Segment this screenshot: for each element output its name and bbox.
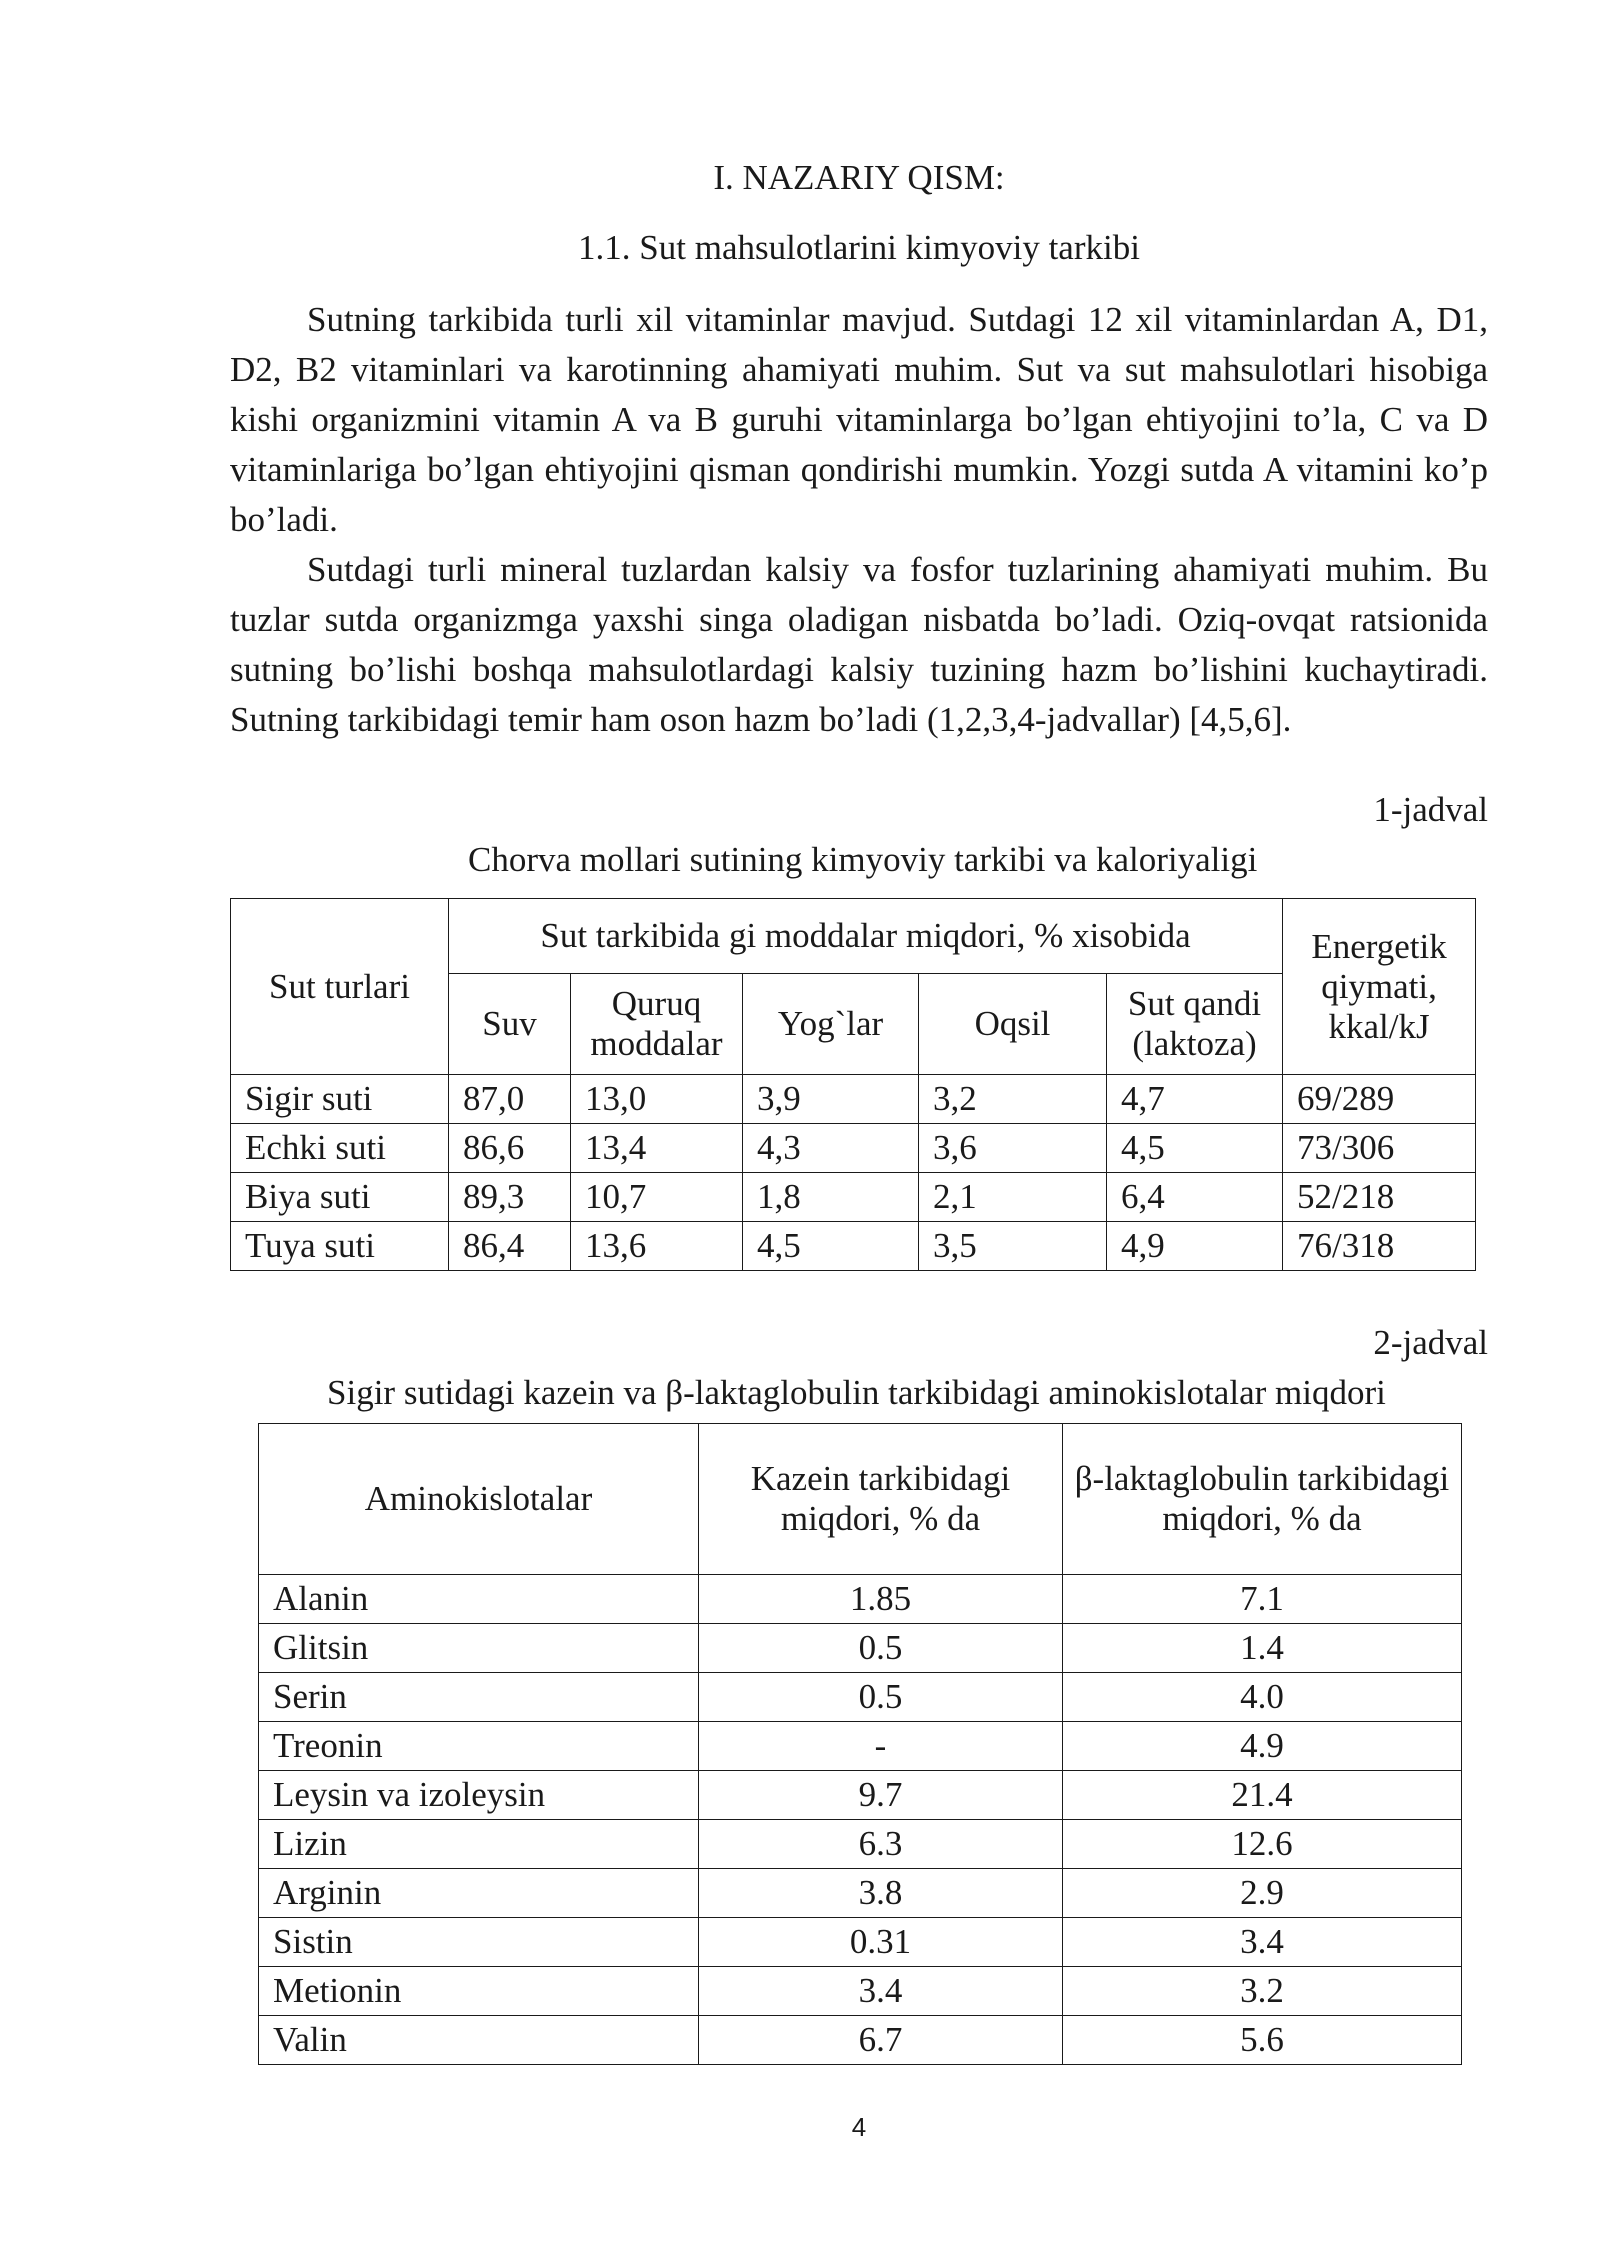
table-cell: 86,6 [449, 1124, 571, 1173]
table1-header-type: Sut turlari [231, 899, 449, 1075]
table-cell: Leysin va izoleysin [259, 1771, 699, 1820]
table1-subheader: Yog`lar [743, 974, 919, 1075]
table-cell: 6.7 [699, 2016, 1063, 2065]
table-cell: Glitsin [259, 1624, 699, 1673]
table-cell: Sistin [259, 1918, 699, 1967]
table2-header-aminoacid: Aminokislotalar [259, 1424, 699, 1575]
table1-caption: Chorva mollari sutining kimyoviy tarkibi va kaloriyaligi [468, 840, 1258, 879]
table-cell: Alanin [259, 1575, 699, 1624]
table2-caption: Sigir sutidagi kazein va β-laktaglobulin tarkibidagi aminokislotalar miqdori [327, 1373, 1386, 1412]
table-cell: 21.4 [1063, 1771, 1462, 1820]
table-cell: - [699, 1722, 1063, 1771]
table-row [259, 1820, 1462, 1869]
table-cell: Valin [259, 2016, 699, 2065]
table-cell: 73/306 [1283, 1124, 1476, 1173]
table-cell: Arginin [259, 1869, 699, 1918]
table-cell: 5.6 [1063, 2016, 1462, 2065]
table-cell: 3,9 [743, 1075, 919, 1124]
table-cell: 10,7 [571, 1173, 743, 1222]
table-cell: Metionin [259, 1967, 699, 2016]
table-cell: 76/318 [1283, 1222, 1476, 1271]
section-heading: I. NAZARIY QISM: [713, 158, 1005, 197]
table1-subheader: Oqsil [919, 974, 1107, 1075]
table-cell: 1.85 [699, 1575, 1063, 1624]
table-row [259, 1624, 1462, 1673]
table-row [231, 1173, 1476, 1222]
table-cell: 4.9 [1063, 1722, 1462, 1771]
table-row [259, 2016, 1462, 2065]
table-cell: 3,2 [919, 1075, 1107, 1124]
paragraph-1: Sutning tarkibida turli xil vitaminlar mavjud. Sutdagi 12 xil vitaminlardan A, D1, D2, B2 vitaminlari va karotinning ahamiyati muhim. Sut va sut mahsulotlari hisobiga kishi organizmini vitamin A va B guruhi vitaminlarga bo’lgan ehtiyojini to’la, C va D vitaminlariga bo’lgan ehtiyojini qisman qondirishi mumkin. Yozgi sutda A vitamini ko’p bo’ladi. [230, 300, 1488, 539]
table1-header-group: Sut tarkibida gi moddalar miqdori, % xisobida [449, 899, 1283, 974]
table-row [231, 1075, 1476, 1124]
table-cell: 1.4 [1063, 1624, 1462, 1673]
table-row [259, 1967, 1462, 2016]
table-cell: 4,5 [743, 1222, 919, 1271]
table-cell: 6,4 [1107, 1173, 1283, 1222]
table-cell: 13,6 [571, 1222, 743, 1271]
table-cell: 2,1 [919, 1173, 1107, 1222]
table-cell: 4,7 [1107, 1075, 1283, 1124]
table-cell: Serin [259, 1673, 699, 1722]
table-row [259, 1771, 1462, 1820]
table-cell: Lizin [259, 1820, 699, 1869]
table-cell: 3,6 [919, 1124, 1107, 1173]
table-cell: 6.3 [699, 1820, 1063, 1869]
table-cell: Treonin [259, 1722, 699, 1771]
table-row [259, 1918, 1462, 1967]
table-cell: Echki suti [231, 1124, 449, 1173]
table-cell: Biya suti [231, 1173, 449, 1222]
body-text [230, 295, 1488, 745]
table-cell: 69/289 [1283, 1075, 1476, 1124]
table-cell: 4,3 [743, 1124, 919, 1173]
table-cell: 3.4 [1063, 1918, 1462, 1967]
table-cell: Tuya suti [231, 1222, 449, 1271]
table-row [259, 1673, 1462, 1722]
table1-subheader: Quruq moddalar [571, 974, 743, 1075]
table-cell: 2.9 [1063, 1869, 1462, 1918]
subsection-heading: 1.1. Sut mahsulotlarini kimyoviy tarkibi [578, 228, 1140, 267]
table1-header-row [231, 899, 1476, 974]
table-cell: 89,3 [449, 1173, 571, 1222]
table1-label: 1-jadval [1373, 790, 1488, 829]
paragraph-2: Sutdagi turli mineral tuzlardan kalsiy va fosfor tuzlarining ahamiyati muhim. Bu tuzlar sutda organizmga yaxshi singa oladigan nisbatda bo’ladi. Oziq-ovqat ratsionida sutning bo’lishi boshqa mahsulotlardagi kalsiy tuzining hazm bo’lishini kuchaytiradi. Sutning tarkibidagi temir ham oson hazm bo’ladi (1,2,3,4-jadvallar) [4,5,6]. [230, 550, 1488, 739]
table-row [231, 1124, 1476, 1173]
table-cell: 86,4 [449, 1222, 571, 1271]
table-cell: 3.2 [1063, 1967, 1462, 2016]
table-row [259, 1869, 1462, 1918]
table-cell: 0.5 [699, 1673, 1063, 1722]
table1-header-energy: Energetik qiymati, kkal/kJ [1283, 899, 1476, 1075]
table-cell: 1,8 [743, 1173, 919, 1222]
table-cell: 12.6 [1063, 1820, 1462, 1869]
table-cell: 3.8 [699, 1869, 1063, 1918]
table-cell: 7.1 [1063, 1575, 1462, 1624]
table-row [259, 1575, 1462, 1624]
table-cell: 52/218 [1283, 1173, 1476, 1222]
document-page [230, 0, 1488, 2262]
table1 [230, 898, 1476, 1271]
table2-header-lactoglobulin: β-laktaglobulin tarkibidagi miqdori, % da [1063, 1424, 1462, 1575]
table-cell: 3,5 [919, 1222, 1107, 1271]
table-cell: 13,0 [571, 1075, 743, 1124]
table-cell: 4,9 [1107, 1222, 1283, 1271]
table2-header-casein: Kazein tarkibidagi miqdori, % da [699, 1424, 1063, 1575]
table-cell: 13,4 [571, 1124, 743, 1173]
table-row [259, 1722, 1462, 1771]
table-cell: 3.4 [699, 1967, 1063, 2016]
table-cell: 87,0 [449, 1075, 571, 1124]
table-cell: 0.5 [699, 1624, 1063, 1673]
table-cell: 9.7 [699, 1771, 1063, 1820]
table-cell: 0.31 [699, 1918, 1063, 1967]
table2-label: 2-jadval [1373, 1323, 1488, 1362]
table2 [258, 1423, 1462, 2065]
table-cell: Sigir suti [231, 1075, 449, 1124]
table-cell: 4,5 [1107, 1124, 1283, 1173]
table1-subheader: Suv [449, 974, 571, 1075]
table1-subheader: Sut qandi (laktoza) [1107, 974, 1283, 1075]
page-number: 4 [851, 2112, 867, 2142]
table2-header-row [259, 1424, 1462, 1575]
table-row [231, 1222, 1476, 1271]
table-cell: 4.0 [1063, 1673, 1462, 1722]
